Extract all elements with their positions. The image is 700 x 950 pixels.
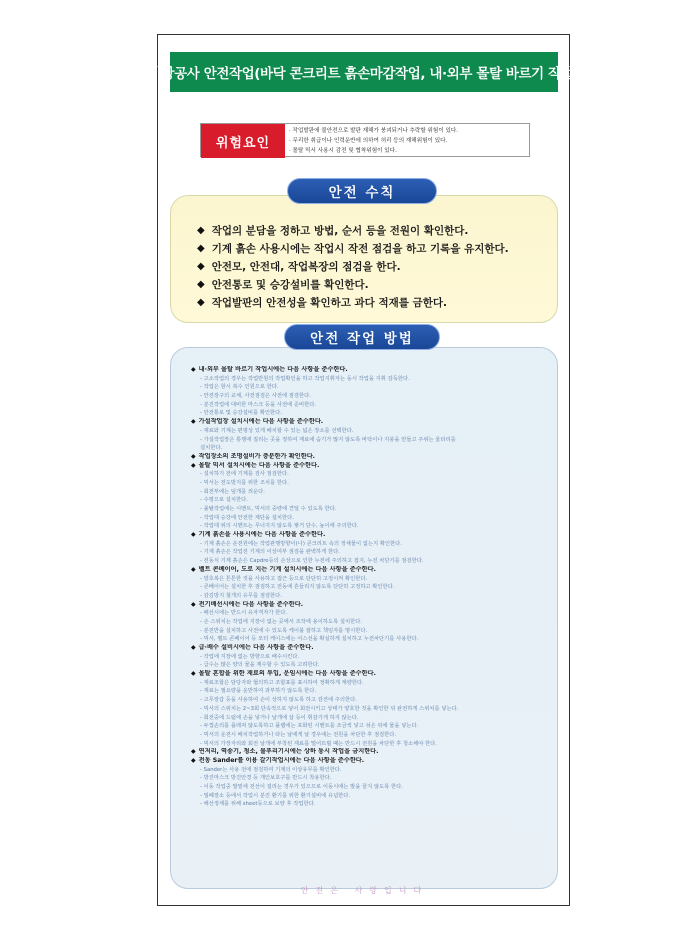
method-sub-item <box>191 618 551 627</box>
method-text: 몰탈 믹서 설치시에는 다음 사항을 준수한다. <box>198 461 320 469</box>
method-text: - 수평으로 설치한다. <box>200 497 248 504</box>
safe-work-method-heading: 안전 작업 방법 <box>284 324 440 350</box>
method-sub-item <box>191 653 551 662</box>
safety-poster <box>148 34 580 906</box>
diamond-bullet-icon: ◆ <box>191 531 196 539</box>
rule-text: 안전통로 및 승강설비를 확인한다. <box>211 279 369 291</box>
method-text: - 방진마스크 방진안경 등 개인보호구를 반드시 착용한다. <box>200 775 332 782</box>
method-text: - 분진작업에 대비한 마스크 등을 사전에 준비한다. <box>200 401 317 408</box>
method-text: 설치한다. <box>200 445 223 452</box>
method-sub-item <box>191 427 551 436</box>
rule-text: 안전모, 안전대, 작업복장의 점검을 한다. <box>211 261 401 273</box>
rule-text: 기계 흙손 사용시에는 작업시 작전 점검을 하고 기록을 유지한다. <box>211 243 509 255</box>
method-sub-item <box>191 687 551 696</box>
method-heading-item <box>191 531 551 540</box>
method-text: - 해선정재를 위해 sheet등으로 보양 후 작업한다. <box>200 801 316 808</box>
diamond-bullet-icon: ◆ <box>191 748 196 756</box>
method-text: - 기계 흙손은 운전원에는 작업관행방향이(나) 콘크리트 속의 정체물이 없는지 확인한다. <box>200 540 402 547</box>
method-sub-item <box>191 479 551 488</box>
method-sub-item <box>191 383 551 392</box>
method-sub-item <box>191 522 551 531</box>
method-heading-item <box>191 453 551 462</box>
method-text: 전동 Sander를 이용 갈기작업시에는 다음 사항을 준수한다. <box>198 756 365 764</box>
method-text: - Sander는 사용 전에 점검하여 기계의 이상유무를 확인한다. <box>200 766 342 773</box>
method-text: - 재료는 필요량을 운반하여 과부하가 않도록 한다. <box>200 688 317 695</box>
method-text: - 믹서, 벨트 콘베이어 등 모터 케이스에는 어스선을 확실하게 설치하고 누전차단기를 사용한다. <box>200 636 419 643</box>
method-sub-item <box>191 557 551 566</box>
method-sub-item <box>191 696 551 705</box>
method-text: - 믹서는 전도방지를 위한 조치를 한다. <box>200 479 289 486</box>
rule-item <box>197 276 552 294</box>
method-sub-item <box>191 766 551 775</box>
rule-item <box>197 222 552 240</box>
method-sub-item <box>191 635 551 644</box>
method-sub-item <box>191 627 551 636</box>
method-text: - 설치하기 전에 기계를 검사 점검한다. <box>200 471 289 478</box>
method-sub-item <box>191 714 551 723</box>
method-text: 연저리, 역송기, 청소, 물푸리기시에는 상하 동시 작업을 금지한다. <box>198 748 379 756</box>
method-text: - 가설작업장은 통행에 질리는 곳을 정하여 재료에 습기가 많지 않도록 바닥이나 지붕을 만들고 주위는 울타리를 <box>200 436 456 443</box>
method-sub-item <box>191 774 551 783</box>
method-text: 내·외부 몰탈 바르기 작업시에는 다음 사항을 준수한다. <box>198 366 348 373</box>
rule-text: 작업의 분담을 정하고 방법, 순서 등을 전원이 확인한다. <box>211 225 469 237</box>
method-sub-item <box>191 436 551 445</box>
poster-title: 미장공사 안전작업(바닥 콘크리트 흙손마감작업, 내·외부 몰탈 바르기 작업) <box>170 52 558 92</box>
method-text: - 두껍손의를 플레져 않도록하고 플랩에는 포화된 시멘트를 조금씩 넣고 섞은 뒤에 물을 넣는다. <box>200 723 419 730</box>
method-sub-item <box>191 444 551 453</box>
method-sub-item <box>191 583 551 592</box>
method-sub-item <box>191 705 551 714</box>
hazard-item: · 무리한 취급이나 인력운반에 의하여 허리 등의 재해위험이 있다. <box>289 138 448 144</box>
method-sub-item <box>191 661 551 670</box>
method-text: - 배선시에는 반드시 유자격자가 한다. <box>200 610 288 617</box>
diamond-bullet-icon: ◆ <box>191 418 196 426</box>
method-text: - 회전중에 드럼에 손을 넣거나 날개에 삽 등이 휘감기게 하지 않는다. <box>200 714 359 721</box>
method-sub-item <box>191 375 551 384</box>
method-text: - 믹서의 가장자리와 회전 날개에 부착된 재료를 떨어뜨릴 때는 반드시 전원을 차단한 후 청소해야 한다. <box>200 740 437 747</box>
method-text: - 방호복은 튼튼한 것을 사용하고 접근 등으로 단단히 고정시켜 확인한다. <box>200 575 368 582</box>
method-heading-item <box>191 418 551 427</box>
diamond-bullet-icon: ◆ <box>197 279 205 290</box>
hazard-box <box>200 123 530 157</box>
method-heading-item <box>191 601 551 610</box>
method-heading-item <box>191 644 551 653</box>
method-sub-item <box>191 575 551 584</box>
safe-work-method-box <box>170 347 558 889</box>
safety-rules-list <box>197 222 552 312</box>
method-sub-item <box>191 609 551 618</box>
diamond-bullet-icon: ◆ <box>197 261 205 272</box>
method-text: - 이동 작업중 발밑에 전선이 걸리는 경우가 있으므로 이동시에는 발을 끌지 않도록 한다. <box>200 784 403 790</box>
rule-item <box>197 240 552 258</box>
method-text: - 기계 흙손은 작업전 기계의 이상여부 점검을 완벽하게 한다. <box>200 549 340 556</box>
safety-rules-heading: 안전 수칙 <box>287 178 437 204</box>
method-text: - 믹서의 스위치는 2~3회 단속적으로 넣어 회전시키고 상태가 양호한 것을 확인한 뒤 완전하게 스위치를 넣는다. <box>200 705 459 712</box>
method-sub-item <box>191 470 551 479</box>
method-sub-item <box>191 409 551 418</box>
diamond-bullet-icon: ◆ <box>191 461 196 469</box>
method-sub-item <box>191 800 551 809</box>
method-text: - 전동식 기계 흙손은 Capdre등의 손상으로 인한 누전에 주의하고 접지, 누전 차단기를 점검한다. <box>200 558 424 565</box>
method-text: 벨트 콘베이어, 도로 지는 기계 설치시에는 다음 사항을 준수한다. <box>198 565 376 573</box>
method-text: - 재료조합은 담당자와 협의하고 조합표를 표시하여 정확하게 계량한다. <box>200 679 364 686</box>
method-sub-item <box>191 540 551 549</box>
safety-rules-box <box>170 195 558 323</box>
method-text: - 고소작업의 경우는 작업반원의 작업확인을 하고 작업지휘자는 동시 작업을 지휘 감독한다. <box>200 375 410 382</box>
method-sub-item <box>191 722 551 731</box>
method-heading-item <box>191 748 551 757</box>
method-text: - 작업대 승강에 안전한 계단을 설치한다. <box>200 514 294 521</box>
method-sub-item <box>191 792 551 801</box>
diamond-bullet-icon: ◆ <box>197 297 205 308</box>
method-text: - 밀폐장소 등에서 작업시 분진 환기를 위한 환기설비에 유념한다. <box>200 792 351 799</box>
method-heading-item <box>191 670 551 679</box>
method-text: 작업장소의 조명설비가 충분한가 확인한다. <box>198 452 316 460</box>
method-text: - 믹서의 운전시 배치작업하거나 타는 날에게 날 경우에는 전원을 차단한 후 점검한다. <box>200 731 397 738</box>
method-text: 기계 흙손을 사용시에는 다음 사항을 준수한다. <box>198 531 326 539</box>
method-text: - 고무장갑 등을 사용하여 손이 상하지 않도록 하고 감전에 주의한다. <box>200 697 357 704</box>
diamond-bullet-icon: ◆ <box>191 670 196 678</box>
diamond-bullet-icon: ◆ <box>197 243 205 254</box>
method-sub-item <box>191 740 551 749</box>
method-text: - 재료와 기계는 편평성 있게 배치할 수 있는 넓은 장소를 선택한다. <box>200 427 354 434</box>
method-text: - 감김방지 철개의 유무를 점검한다. <box>200 592 282 599</box>
diamond-bullet-icon: ◆ <box>191 756 196 764</box>
method-text: 가설작업장 설치시에는 다음 사항을 준수한다. <box>198 418 324 426</box>
method-sub-item <box>191 496 551 505</box>
method-heading-item <box>191 757 551 766</box>
hazard-list <box>289 126 527 156</box>
method-heading-item <box>191 366 551 375</box>
method-text: - 분전반을 설치하고 사전에 수 있도록 케이블 잘하고 책임자를 명시한다. <box>200 627 368 634</box>
method-heading-item <box>191 462 551 471</box>
method-sub-item <box>191 401 551 410</box>
method-sub-item <box>191 392 551 401</box>
diamond-bullet-icon: ◆ <box>191 452 196 460</box>
method-sub-item <box>191 731 551 740</box>
method-text: - 작업대 위의 시멘트는 무너지지 않도록 쌓거 단수, 높이에 주의한다. <box>200 523 359 530</box>
method-sub-item <box>191 679 551 688</box>
method-text: - 작업에 지장에 없는 방향으로 배수시킨다. <box>200 653 300 660</box>
method-text: - 회전부에는 덮개를 씌운다. <box>200 488 265 495</box>
method-text: 몰탈 혼합을 위한 재료의 투입, 운임시에는 다음 사항을 준수한다. <box>198 670 376 678</box>
method-text: 전기배선시에는 다음 사항을 준수한다. <box>198 600 304 608</box>
hazard-item: · 작업발판에 불안전으로 발판 재해가 붕괴되거나 추락할 위험이 있다. <box>289 128 459 134</box>
safe-work-method-list <box>191 366 551 809</box>
diamond-bullet-icon: ◆ <box>191 565 196 573</box>
method-text: - 콘베이어는 설치한 후 점검하고 전동에 흔들리지 않도록 단단히 고정하고 확인한다. <box>200 584 395 591</box>
diamond-bullet-icon: ◆ <box>197 225 205 236</box>
method-text: 급·배수 설비시에는 다음 사항을 준수한다. <box>198 644 314 651</box>
method-text: - 안전통로 및 승강설비를 확인한다. <box>200 410 282 417</box>
diamond-bullet-icon: ◆ <box>191 644 196 651</box>
method-heading-item <box>191 566 551 575</box>
method-text: - 손 스위치는 작업에 지장이 없는 곳에서 조작에 용이하도록 설치한다. <box>200 618 363 625</box>
method-text: - 안전장구의 교체, 사전점검은 사전에 점검한다. <box>200 393 311 400</box>
hazard-item: · 몰탈 믹서 사용시 감전 및 협착위험이 있다. <box>289 148 397 154</box>
method-text: - 작업은 항시 복수 인원으로 한다. <box>200 384 279 391</box>
method-sub-item <box>191 783 551 792</box>
hazard-label: 위험요인 <box>201 124 285 158</box>
method-text: - 급수는 많은 양의 물을 제수할 수 있도록 고려한다. <box>200 662 320 669</box>
diamond-bullet-icon: ◆ <box>191 366 196 373</box>
method-sub-item <box>191 548 551 557</box>
method-sub-item <box>191 505 551 514</box>
method-text: - 몰탈작업에는 시멘트, 믹서의 중량에 견딜 수 있도록 한다. <box>200 506 337 512</box>
method-sub-item <box>191 592 551 601</box>
method-sub-item <box>191 488 551 497</box>
method-sub-item <box>191 514 551 523</box>
footer-slogan: 안전은 사랑입니다 <box>300 886 429 895</box>
rule-item <box>197 258 552 276</box>
rule-item <box>197 294 552 312</box>
rule-text: 작업발판의 안전성을 확인하고 과다 적재를 금한다. <box>211 297 447 309</box>
diamond-bullet-icon: ◆ <box>191 600 196 608</box>
